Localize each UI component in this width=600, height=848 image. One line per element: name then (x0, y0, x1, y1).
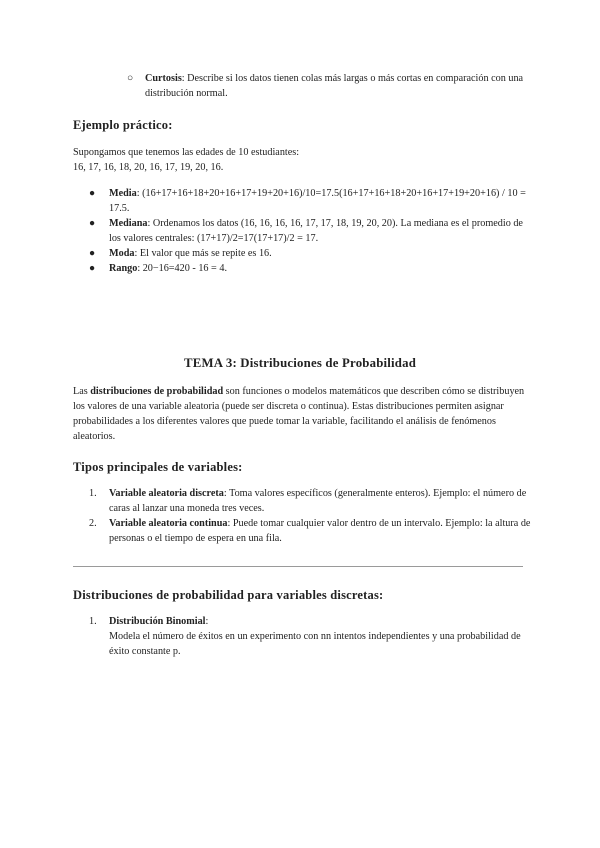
bullet: ● (89, 248, 96, 259)
term: Curtosis (145, 73, 182, 84)
tema3-paragraph (73, 384, 531, 444)
list-item (89, 246, 529, 261)
item-text: : Toma valores específicos (generalmente enteros). Ejemplo: el número de caras al lanzar una moneda tres veces. (109, 488, 527, 514)
horizontal-divider (73, 566, 523, 567)
section-title-tema3: TEMA 3: Distribuciones de Probabilidad (183, 356, 417, 370)
data-line: 16, 17, 16, 18, 20, 16, 17, 19, 20, 16. (73, 162, 224, 173)
term: Distribución Binomial (109, 616, 206, 627)
list-item (89, 261, 529, 276)
item-text: : Describe si los datos tienen colas más largas o más cortas en comparación con una distribución normal. (145, 73, 524, 99)
list-number: 1. (89, 488, 97, 499)
para-prefix: Las (73, 386, 91, 397)
term: Mediana (109, 218, 148, 229)
item-description: Modela el número de éxitos en un experimento con nn intentos independientes y una probabilidad de éxito constante p. (109, 631, 521, 657)
list-item (89, 486, 531, 516)
bullet: ● (89, 188, 96, 199)
term: Variable aleatoria discreta (109, 488, 224, 499)
item-text: : El valor que más se repite es 16. (134, 248, 272, 259)
tipos-list (89, 486, 531, 546)
term: Moda (109, 248, 135, 259)
bullet: ● (89, 263, 96, 274)
item-text: : (16+17+16+18+20+16+17+19+20+16)/10=17.5(16+17+16+18+20+16+17+19+20+16) / 10 = 17.5. (109, 188, 526, 214)
list-item (89, 516, 531, 546)
list-number: 1. (89, 616, 97, 627)
list-item (89, 216, 529, 246)
intro-line: Supongamos que tenemos las edades de 10 estudiantes: (73, 147, 300, 158)
list-number: 2. (89, 518, 97, 529)
bullet: ● (89, 218, 96, 229)
list-item (89, 186, 529, 216)
circle-bullet: ○ (127, 73, 134, 84)
para-term: distribuciones de probabilidad (90, 386, 224, 397)
discretas-list (89, 614, 531, 659)
ejemplo-list (89, 186, 529, 276)
curtosis-list (127, 71, 530, 101)
item-text: : Ordenamos los datos (16, 16, 16, 16, 17, 17, 18, 19, 20, 20). La mediana es el promedio de los valores centrales: (17+17)/2=17(17+17)/2 = 17. (109, 218, 523, 244)
list-item (127, 71, 530, 101)
section-heading-tipos: Tipos principales de variables: (73, 460, 243, 474)
item-text: : (205, 616, 209, 627)
section-heading-discretas: Distribuciones de probabilidad para variables discretas: (73, 588, 384, 602)
term: Rango (109, 263, 138, 274)
term: Media (109, 188, 137, 199)
ejemplo-intro (73, 145, 533, 175)
section-heading-ejemplo: Ejemplo práctico: (73, 118, 173, 132)
term: Variable aleatoria continua (109, 518, 228, 529)
list-item (89, 614, 531, 659)
para-rest: son funciones o modelos matemáticos que describen cómo se distribuyen los valores de una variable aleatoria (puede ser discreta o continua). Estas distribuciones permiten asignar probabilidades a los diferentes valores que puede tomar la variable, facilitando el análisis de fenómenos aleatorios. (73, 386, 525, 442)
item-text: : 20−16=420 - 16 = 4. (137, 263, 227, 274)
item-text: : Puede tomar cualquier valor dentro de un intervalo. Ejemplo: la altura de personas o el tiempo de espera en una fila. (109, 518, 531, 544)
